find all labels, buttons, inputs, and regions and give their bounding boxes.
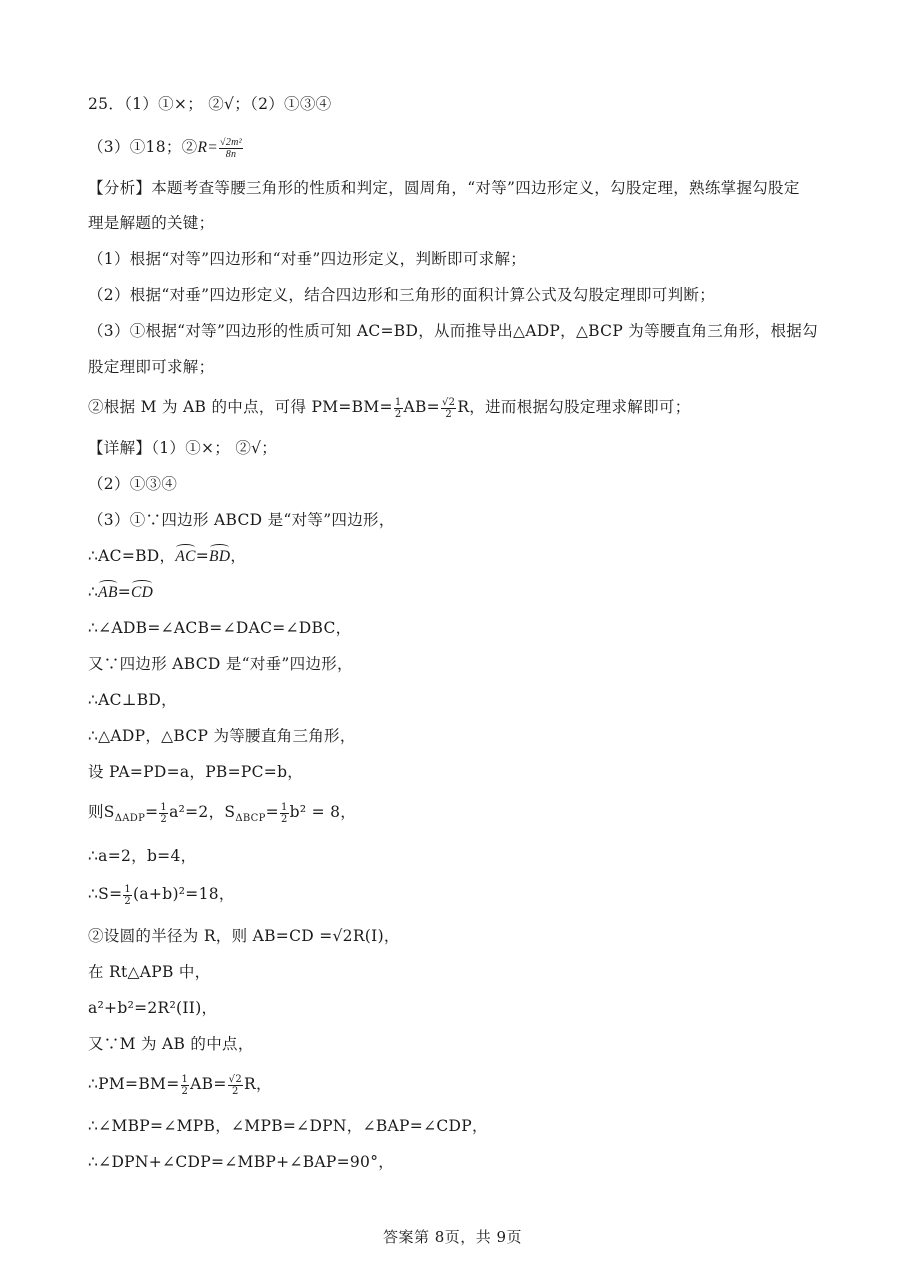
detail-d20: ∴∠DPN+∠CDP=∠MBP+∠BAP=90°，	[88, 1153, 395, 1171]
detail-d18-post: R，	[244, 1075, 272, 1093]
answer-r-eq: R=	[197, 139, 219, 156]
fraction-bottom: 2	[160, 813, 168, 825]
half-fraction	[123, 884, 132, 907]
analysis-p1b: 理是解题的关键；	[88, 214, 215, 232]
analysis-p4a: （3）①根据“对等”四边形的性质可知 AC=BD，从而推导出△ADP，△BCP 为等腰直角三角形，根据勾	[88, 322, 818, 340]
detail-d10: 设 PA=PD=a，PB=PC=b，	[88, 763, 304, 781]
detail-d11: 则$S_{\Delta ADP}=$ $\frac{1}{2}$ a²=2，$S_{\Delta BCP}=$ $\frac{1}{2}$ b² = 8，	[88, 801, 357, 825]
detail-d4	[88, 545, 246, 568]
half-fraction	[159, 802, 168, 825]
comma: ，	[230, 547, 247, 565]
fraction-bottom: 2	[394, 408, 402, 420]
fraction-bottom: 2	[280, 813, 288, 825]
therefore-sign: ∴	[88, 583, 99, 601]
fraction-top: √2	[441, 396, 456, 408]
analysis-p5-mid: AB=	[403, 398, 440, 416]
detail-d12: ∴a=2，b=4，	[88, 847, 197, 865]
area-s-adp: 则S	[88, 803, 115, 821]
answer-line-1: 25．（1）①×； ②√；（2）①③④	[88, 95, 332, 113]
detail-d1: 【详解】（1）①×； ②√；	[88, 439, 278, 457]
fraction-bottom: 2	[231, 1085, 239, 1097]
fraction-bottom: 8n	[225, 148, 237, 160]
detail-d5	[88, 581, 153, 604]
detail-d18-pre: ∴PM=BM=	[88, 1075, 180, 1093]
fraction-top: 1	[181, 1073, 189, 1085]
area-s: ∴S=	[88, 885, 123, 903]
fraction-top: 1	[160, 801, 168, 813]
subscript-adp: ΔADP	[114, 813, 146, 825]
fraction-top: 1	[280, 801, 288, 813]
analysis-p5-post: R，进而根据勾股定理求解即可；	[457, 398, 691, 416]
detail-d2: （2）①③④	[88, 475, 178, 493]
half-fraction	[181, 1074, 190, 1097]
arc-bd: BD	[209, 546, 230, 568]
analysis-p1a: 【分析】本题考查等腰三角形的性质和判定，圆周角，“对等”四边形定义，勾股定理，熟练掌握勾股定	[88, 179, 800, 197]
area-s-bcp: a²=2，S	[169, 803, 236, 821]
detail-d19: ∴∠MBP=∠MPB，∠MPB=∠DPN，∠BAP=∠CDP，	[88, 1117, 488, 1135]
arc-ab: AB	[98, 582, 118, 604]
sqrt2-fraction	[441, 397, 456, 420]
detail-d7: 又∵四边形 ABCD 是“对垂”四边形，	[88, 655, 353, 673]
detail-d18-mid: AB=	[190, 1075, 227, 1093]
sqrt2-fraction	[228, 1074, 243, 1097]
half-fraction	[280, 802, 289, 825]
detail-d14: ②设圆的半径为 R，则 AB=CD =√2R(I)，	[88, 927, 400, 945]
fraction-top: √2	[228, 1073, 242, 1085]
subscript-bcp: ΔBCP	[235, 813, 266, 825]
arc-ac: AC	[175, 546, 195, 568]
fraction-bottom: 2	[124, 895, 132, 907]
detail-d8: ∴AC⊥BD，	[88, 691, 177, 709]
detail-d17: 又∵M 为 AB 的中点，	[88, 1035, 254, 1053]
answer-line-2	[88, 136, 244, 160]
half-fraction	[394, 397, 403, 420]
detail-d9: ∴△ADP，△BCP 为等腰直角三角形，	[88, 727, 356, 745]
detail-d16: a²+b²=2R²(II)，	[88, 999, 218, 1017]
analysis-p4b: 股定理即可求解；	[88, 358, 215, 376]
detail-d4-pre: ∴AC=BD，	[88, 547, 176, 565]
analysis-p2: （1）根据“对等”四边形和“对垂”四边形定义，判断即可求解；	[88, 250, 527, 268]
fraction-top: 1	[124, 883, 132, 895]
arc-cd: CD	[131, 582, 153, 604]
detail-d3: （3）①∵四边形 ABCD 是“对等”四边形，	[88, 511, 395, 529]
detail-d18	[88, 1073, 272, 1097]
fraction-bottom: 2	[181, 1085, 189, 1097]
analysis-p3: （2）根据“对垂”四边形定义，结合四边形和三角形的面积计算公式及勾股定理即可判断；	[88, 286, 716, 304]
area-expression: (a+b)²=18，	[133, 885, 235, 903]
detail-d13	[88, 883, 235, 907]
equals-sign: =	[195, 547, 210, 565]
answer-r-fraction	[219, 137, 243, 160]
detail-d6: ∴∠ADB=∠ACB=∠DAC=∠DBC，	[88, 619, 352, 637]
answer-part3-prefix: （3）①18；②	[88, 138, 198, 156]
detail-d15: 在 Rt△APB 中，	[88, 963, 211, 981]
analysis-p5	[88, 396, 691, 420]
area-value: b² = 8，	[289, 803, 357, 821]
page-footer: 答案第 8页，共 9页	[382, 1228, 523, 1246]
fraction-top: 1	[394, 396, 402, 408]
fraction-bottom: 2	[445, 408, 452, 420]
equals-sign: =	[117, 583, 132, 601]
analysis-p5-pre: ②根据 M 为 AB 的中点，可得 PM=BM=	[88, 398, 393, 416]
fraction-top: √2m²	[220, 136, 242, 148]
